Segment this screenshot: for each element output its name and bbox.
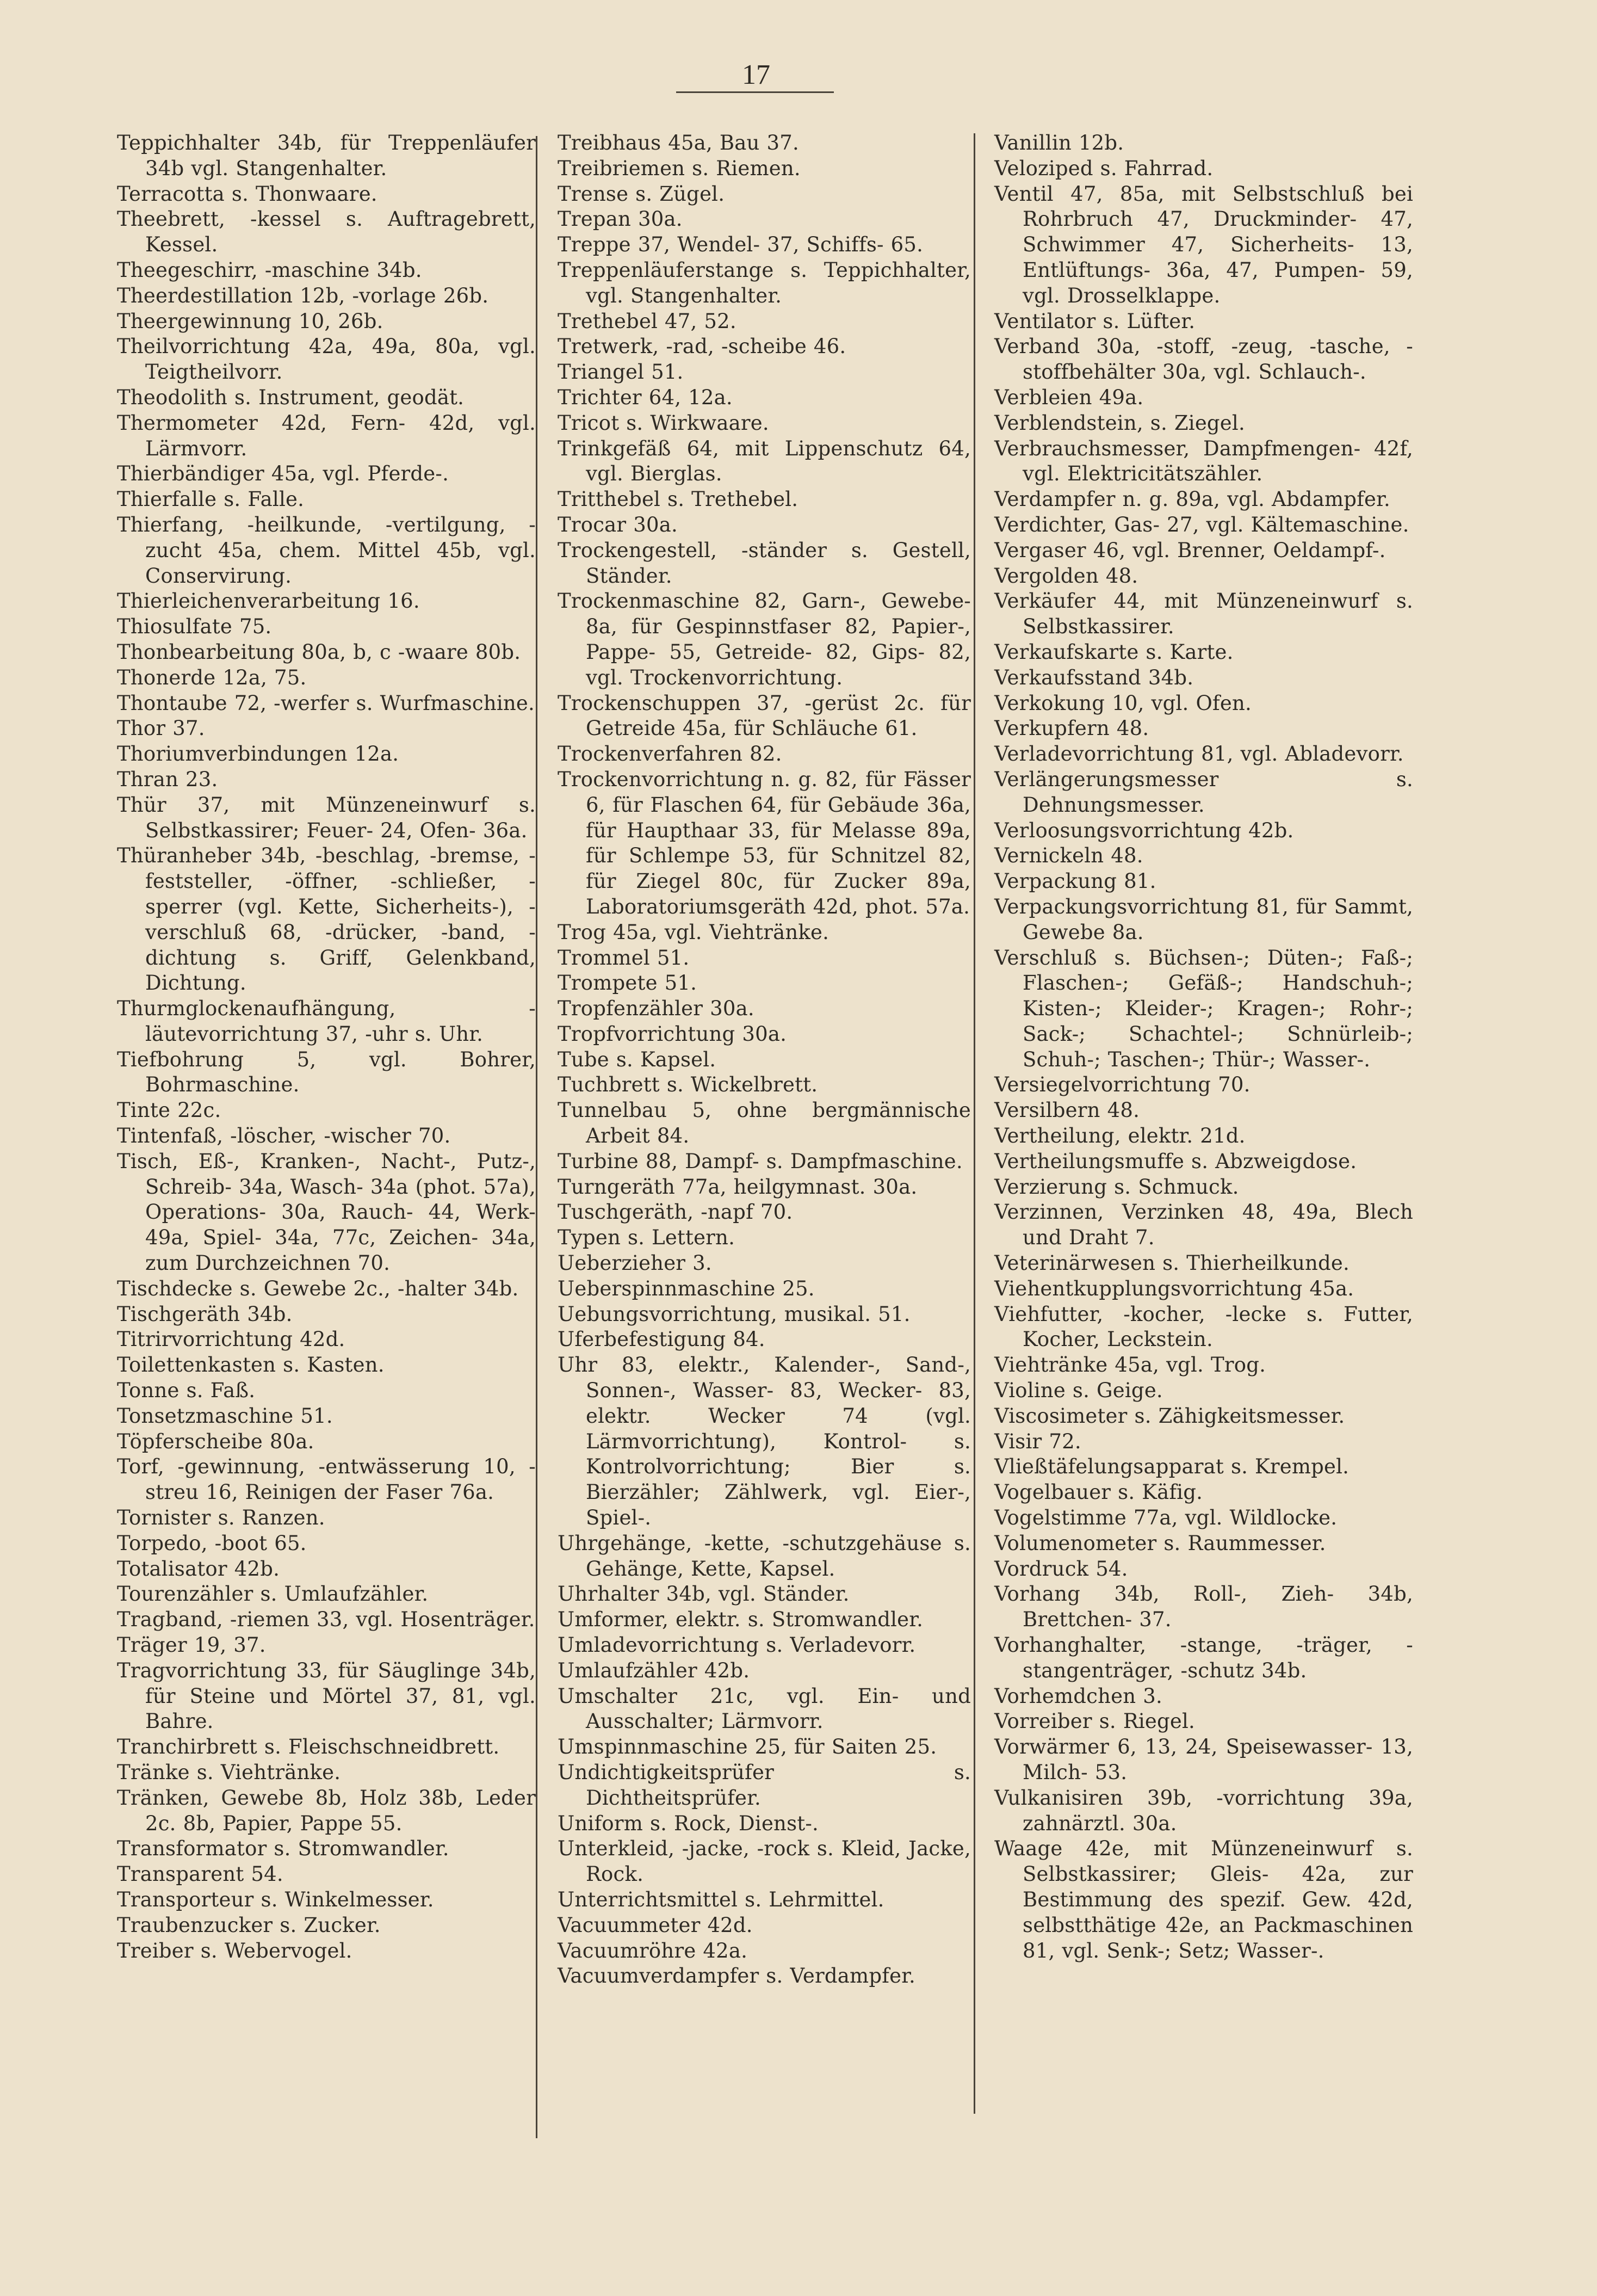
index-entry: Tinte 22c. bbox=[117, 1098, 221, 1122]
index-entry: Undichtigkeitsprüfer s. Dichtheitsprüfer. bbox=[558, 1761, 971, 1810]
index-entry: Ventil 47, 85a, mit Selbstschluß bei Rohrbruch 47, Druckminder- 47, Schwimmer 47, Sicherheits- 13, Entlüftungs- 36a, 47, Pumpen- 59, vgl. Drosselklappe. bbox=[994, 182, 1413, 307]
index-entry: Tonsetzmaschine 51. bbox=[117, 1404, 333, 1428]
index-entry: Vorreiber s. Riegel. bbox=[994, 1709, 1196, 1733]
index-entry: Viscosimeter s. Zähigkeitsmesser. bbox=[994, 1404, 1345, 1428]
index-entry: Töpferscheibe 80a. bbox=[117, 1429, 314, 1453]
index-entry: Vordruck 54. bbox=[994, 1557, 1128, 1581]
index-entry: Tintenfaß, -löscher, -wischer 70. bbox=[117, 1124, 451, 1148]
index-entry: Verkupfern 48. bbox=[994, 717, 1149, 740]
index-entry: Tritthebel s. Trethebel. bbox=[558, 487, 799, 511]
index-entry: Uhrhalter 34b, vgl. Ständer. bbox=[558, 1582, 850, 1606]
index-entry: Vergolden 48. bbox=[994, 564, 1138, 588]
index-entry: Umspinnmaschine 25, für Saiten 25. bbox=[558, 1735, 937, 1759]
index-entry: Verzinnen, Verzinken 48, 49a, Blech und Draht 7. bbox=[994, 1200, 1413, 1250]
header-rule bbox=[676, 91, 834, 93]
index-entry: Trense s. Zügel. bbox=[558, 182, 725, 206]
index-entry: Trockenmaschine 82, Garn-, Gewebe- 8a, für Gespinnstfaser 82, Papier-, Pappe- 55, Getreide- 82, Gips- 82, vgl. Trockenvorrichtung. bbox=[558, 589, 971, 689]
index-entry: Trockengestell, -ständer s. Gestell, Ständer. bbox=[558, 538, 971, 588]
index-entry: Treiber s. Webervogel. bbox=[117, 1939, 352, 1962]
index-entry: Uniform s. Rock, Dienst-. bbox=[558, 1811, 819, 1835]
index-entry: Trethebel 47, 52. bbox=[558, 309, 736, 333]
index-entry: Totalisator 42b. bbox=[117, 1557, 280, 1581]
index-entry: Thierleichenverarbeitung 16. bbox=[117, 589, 420, 613]
index-entry: Thermometer 42d, Fern- 42d, vgl. Lärmvorr. bbox=[117, 411, 536, 460]
index-entry: Tränke s. Viehtränke. bbox=[117, 1761, 341, 1784]
index-entry: Unterkleid, -jacke, -rock s. Kleid, Jacke, Rock. bbox=[558, 1837, 971, 1886]
index-entry: Umschalter 21c, vgl. Ein- und Ausschalter; Lärmvorr. bbox=[558, 1684, 971, 1733]
index-entry: Thor 37. bbox=[117, 717, 205, 740]
index-entry: Uferbefestigung 84. bbox=[558, 1328, 765, 1351]
index-entry: Typen s. Lettern. bbox=[558, 1226, 735, 1250]
index-entry: Vogelbauer s. Käfig. bbox=[994, 1480, 1203, 1504]
index-entry: Viehentkupplungsvorrichtung 45a. bbox=[994, 1276, 1354, 1300]
index-entry: Tropfvorrichtung 30a. bbox=[558, 1022, 787, 1046]
index-entry: Verladevorrichtung 81, vgl. Abladevorr. bbox=[994, 742, 1404, 766]
index-entry: Transparent 54. bbox=[117, 1862, 283, 1886]
index-entry: Vanillin 12b. bbox=[994, 131, 1124, 155]
index-entry: Thran 23. bbox=[117, 767, 218, 791]
index-entry: Trog 45a, vgl. Viehtränke. bbox=[558, 920, 830, 944]
index-entry: Torf, -gewinnung, -entwässerung 10, -streu 16, Reinigen der Faser 76a. bbox=[117, 1455, 536, 1504]
index-entry: Treppe 37, Wendel- 37, Schiffs- 65. bbox=[558, 233, 924, 257]
index-entry: Ueberzieher 3. bbox=[558, 1251, 712, 1275]
index-entry: Thiosulfate 75. bbox=[117, 615, 272, 639]
index-entry: Toilettenkasten s. Kasten. bbox=[117, 1353, 385, 1377]
index-entry: Unterrichtsmittel s. Lehrmittel. bbox=[558, 1887, 884, 1911]
index-entry: Verband 30a, -stoff, -zeug, -tasche, -stoffbehälter 30a, vgl. Schlauch-. bbox=[994, 335, 1413, 384]
index-entry: Thoriumverbindungen 12a. bbox=[117, 742, 399, 766]
index-entry: Theebrett, -kessel s. Auftragebrett, Kessel. bbox=[117, 207, 536, 257]
index-entry: Vulkanisiren 39b, -vorrichtung 39a, zahnärztl. 30a. bbox=[994, 1786, 1413, 1835]
index-entry: Thurmglockenaufhängung, -läutevorrichtung 37, -uhr s. Uhr. bbox=[117, 997, 536, 1046]
index-entry: Verzierung s. Schmuck. bbox=[994, 1175, 1239, 1199]
index-entry: Thierfalle s. Falle. bbox=[117, 487, 305, 511]
index-entry: Trepan 30a. bbox=[558, 207, 683, 231]
index-entry: Umlaufzähler 42b. bbox=[558, 1658, 750, 1682]
index-entry: Verdampfer n. g. 89a, vgl. Abdampfer. bbox=[994, 487, 1390, 511]
index-entry: Verkäufer 44, mit Münzeneinwurf s. Selbstkassirer. bbox=[994, 589, 1413, 639]
index-entry: Vorhang 34b, Roll-, Zieh- 34b, Brettchen- 37. bbox=[994, 1582, 1413, 1632]
index-entry: Vließtäfelungsapparat s. Krempel. bbox=[994, 1455, 1350, 1479]
index-entry: Versilbern 48. bbox=[994, 1098, 1140, 1122]
index-entry: Trockenvorrichtung n. g. 82, für Fässer 6, für Flaschen 64, für Gebäude 36a, für Haupthaar 33, für Melasse 89a, für Schlempe 53, für Schnitzel 82, für Ziegel 80c, für Zucker 89a, Laboratoriumsgeräth 42d, phot. 57a. bbox=[558, 767, 971, 918]
index-entry: Tuchbrett s. Wickelbrett. bbox=[558, 1073, 818, 1097]
index-entry: Teppichhalter 34b, für Treppenläufer 34b vgl. Stangenhalter. bbox=[117, 131, 536, 180]
index-entry: Treppenläuferstange s. Teppichhalter, vgl. Stangenhalter. bbox=[558, 258, 971, 307]
index-entry: Verkokung 10, vgl. Ofen. bbox=[994, 691, 1252, 715]
index-entry: Tischgeräth 34b. bbox=[117, 1302, 293, 1326]
index-entry: Transporteur s. Winkelmesser. bbox=[117, 1887, 434, 1911]
index-entry: Tunnelbau 5, ohne bergmännische Arbeit 84. bbox=[558, 1098, 971, 1148]
index-entry: Träger 19, 37. bbox=[117, 1633, 266, 1657]
index-entry: Tricot s. Wirkwaare. bbox=[558, 411, 769, 435]
index-entry: Verkaufsstand 34b. bbox=[994, 665, 1194, 689]
index-entry: Vorhanghalter, -stange, -träger, -stangenträger, -schutz 34b. bbox=[994, 1633, 1413, 1682]
index-entry: Triangel 51. bbox=[558, 360, 684, 384]
index-entry: Vacuumverdampfer s. Verdampfer. bbox=[558, 1964, 915, 1988]
index-entry: Vogelstimme 77a, vgl. Wildlocke. bbox=[994, 1506, 1338, 1530]
index-entry: Terracotta s. Thonwaare. bbox=[117, 182, 377, 206]
index-entry: Trichter 64, 12a. bbox=[558, 385, 733, 409]
index-entry: Tiefbohrung 5, vgl. Bohrer, Bohrmaschine. bbox=[117, 1047, 536, 1097]
index-entry: Viehtränke 45a, vgl. Trog. bbox=[994, 1353, 1266, 1377]
index-entry: Verkaufskarte s. Karte. bbox=[994, 640, 1234, 664]
index-entry: Theilvorrichtung 42a, 49a, 80a, vgl. Teigtheilvorr. bbox=[117, 335, 536, 384]
index-entry: Verdichter, Gas- 27, vgl. Kältemaschine. bbox=[994, 513, 1409, 536]
index-entry: Waage 42e, mit Münzeneinwurf s. Selbstkassirer; Gleis- 42a, zur Bestimmung des spezif. Gew. 42d, selbstthätige 42e, an Packmaschinen 81, vgl. Senk-; Setz; Wasser-. bbox=[994, 1837, 1413, 1962]
index-entry: Vertheilung, elektr. 21d. bbox=[994, 1124, 1246, 1148]
index-entry: Thüranheber 34b, -beschlag, -bremse, -feststeller, -öffner, -schließer, -sperrer (vgl. Kette, Sicherheits-), -verschluß 68, -drücker, -band, -dichtung s. Griff, Gelenkband, Dichtung. bbox=[117, 844, 536, 995]
index-entry: Tisch, Eß-, Kranken-, Nacht-, Putz-, Schreib- 34a, Wasch- 34a (phot. 57a), Operations- 30a, Rauch- 44, Werk- 49a, Spiel- 34a, 77c, Zeichen- 34a, zum Durchzeichnen 70. bbox=[117, 1149, 536, 1275]
index-entry: Uhr 83, elektr., Kalender-, Sand-, Sonnen-, Wasser- 83, Wecker- 83, elektr. Wecker 74 (vgl. Lärmvorrichtung), Kontrol- s. Kontrolvorrichtung; Bier s. Bierzähler; Zählwerk, vgl. Eier-, Spiel-. bbox=[558, 1353, 971, 1530]
index-entry: Verbrauchsmesser, Dampfmengen- 42f, vgl. Elektricitätszähler. bbox=[994, 436, 1413, 486]
index-entry: Tornister s. Ranzen. bbox=[117, 1506, 325, 1530]
index-entry: Volumenometer s. Raummesser. bbox=[994, 1531, 1326, 1555]
index-entry: Transformator s. Stromwandler. bbox=[117, 1837, 449, 1861]
index-entry: Verpackung 81. bbox=[994, 869, 1156, 893]
index-entry: Vertheilungsmuffe s. Abzweigdose. bbox=[994, 1149, 1357, 1173]
column-divider-left bbox=[536, 136, 537, 2138]
index-entry: Veloziped s. Fahrrad. bbox=[994, 156, 1214, 180]
index-entry: Thierfang, -heilkunde, -vertilgung, -zucht 45a, chem. Mittel 45b, vgl. Conservirung. bbox=[117, 513, 536, 588]
index-entry: Tragvorrichtung 33, für Säuglinge 34b, für Steine und Mörtel 37, 81, vgl. Bahre. bbox=[117, 1658, 536, 1733]
index-entry: Tube s. Kapsel. bbox=[558, 1047, 716, 1071]
index-entry: Titrirvorrichtung 42d. bbox=[117, 1328, 345, 1351]
index-entry: Violine s. Geige. bbox=[994, 1379, 1163, 1403]
index-column-2 bbox=[558, 131, 971, 1989]
index-entry: Verlängerungsmesser s. Dehnungsmesser. bbox=[994, 767, 1413, 817]
page-number: 17 bbox=[742, 59, 770, 90]
index-entry: Umladevorrichtung s. Verladevorr. bbox=[558, 1633, 916, 1657]
index-entry: Verblendstein, s. Ziegel. bbox=[994, 411, 1245, 435]
index-column-3 bbox=[994, 131, 1413, 1964]
index-entry: Theerdestillation 12b, -vorlage 26b. bbox=[117, 283, 489, 307]
index-entry: Vorhemdchen 3. bbox=[994, 1684, 1162, 1708]
index-entry: Tränken, Gewebe 8b, Holz 38b, Leder 2c. 8b, Papier, Pappe 55. bbox=[117, 1786, 536, 1835]
index-entry: Trockenschuppen 37, -gerüst 2c. für Getreide 45a, für Schläuche 61. bbox=[558, 691, 971, 740]
index-entry: Trockenverfahren 82. bbox=[558, 742, 782, 766]
index-entry: Trinkgefäß 64, mit Lippenschutz 64, vgl. Bierglas. bbox=[558, 436, 971, 486]
index-entry: Tretwerk, -rad, -scheibe 46. bbox=[558, 335, 846, 359]
index-entry: Thontaube 72, -werfer s. Wurfmaschine. bbox=[117, 691, 535, 715]
index-entry: Theegeschirr, -maschine 34b. bbox=[117, 258, 422, 282]
index-entry: Torpedo, -boot 65. bbox=[117, 1531, 307, 1555]
index-entry: Verloosungsvorrichtung 42b. bbox=[994, 818, 1294, 842]
index-entry: Tuschgeräth, -napf 70. bbox=[558, 1200, 793, 1224]
index-entry: Trommel 51. bbox=[558, 946, 690, 970]
index-entry: Uebungsvorrichtung, musikal. 51. bbox=[558, 1302, 911, 1326]
index-entry: Viehfutter, -kocher, -lecke s. Futter, Kocher, Leckstein. bbox=[994, 1302, 1413, 1351]
index-entry: Veterinärwesen s. Thierheilkunde. bbox=[994, 1251, 1350, 1275]
index-entry: Vorwärmer 6, 13, 24, Speisewasser- 13, Milch- 53. bbox=[994, 1735, 1413, 1784]
index-entry: Thür 37, mit Münzeneinwurf s. Selbstkassirer; Feuer- 24, Ofen- 36a. bbox=[117, 793, 536, 842]
index-entry: Trompete 51. bbox=[558, 971, 697, 995]
index-entry: Theodolith s. Instrument, geodät. bbox=[117, 385, 465, 409]
index-entry: Thonerde 12a, 75. bbox=[117, 665, 307, 689]
index-entry: Traubenzucker s. Zucker. bbox=[117, 1913, 381, 1937]
index-entry: Versiegelvorrichtung 70. bbox=[994, 1073, 1251, 1097]
index-entry: Treibhaus 45a, Bau 37. bbox=[558, 131, 799, 155]
index-entry: Turngeräth 77a, heilgymnast. 30a. bbox=[558, 1175, 918, 1199]
index-entry: Ueberspinnmaschine 25. bbox=[558, 1276, 815, 1300]
index-entry: Turbine 88, Dampf- s. Dampfmaschine. bbox=[558, 1149, 963, 1173]
index-entry: Verbleien 49a. bbox=[994, 385, 1144, 409]
index-entry: Tourenzähler s. Umlaufzähler. bbox=[117, 1582, 429, 1606]
index-entry: Tischdecke s. Gewebe 2c., -halter 34b. bbox=[117, 1276, 519, 1300]
index-entry: Ventilator s. Lüfter. bbox=[994, 309, 1196, 333]
index-entry: Visir 72. bbox=[994, 1429, 1081, 1453]
index-entry: Vacuumröhre 42a. bbox=[558, 1939, 748, 1962]
index-entry: Treibriemen s. Riemen. bbox=[558, 156, 801, 180]
index-entry: Umformer, elektr. s. Stromwandler. bbox=[558, 1608, 924, 1632]
index-entry: Vergaser 46, vgl. Brenner, Oeldampf-. bbox=[994, 538, 1386, 562]
index-entry: Vernickeln 48. bbox=[994, 844, 1143, 868]
index-entry: Vacuummeter 42d. bbox=[558, 1913, 753, 1937]
column-divider-right bbox=[974, 133, 975, 2114]
index-entry: Tonne s. Faß. bbox=[117, 1379, 256, 1403]
index-column-1 bbox=[117, 131, 536, 1964]
index-entry: Trocar 30a. bbox=[558, 513, 678, 536]
index-entry: Thierbändiger 45a, vgl. Pferde-. bbox=[117, 462, 449, 486]
index-entry: Theergewinnung 10, 26b. bbox=[117, 309, 383, 333]
index-entry: Uhrgehänge, -kette, -schutzgehäuse s. Gehänge, Kette, Kapsel. bbox=[558, 1531, 971, 1581]
index-entry: Thonbearbeitung 80a, b, c -waare 80b. bbox=[117, 640, 521, 664]
index-entry: Verpackungsvorrichtung 81, für Sammt, Gewebe 8a. bbox=[994, 894, 1413, 944]
index-entry: Tropfenzähler 30a. bbox=[558, 997, 754, 1021]
index-entry: Tranchirbrett s. Fleischschneidbrett. bbox=[117, 1735, 500, 1759]
index-entry: Tragband, -riemen 33, vgl. Hosenträger. bbox=[117, 1608, 535, 1632]
index-entry: Verschluß s. Büchsen-; Düten-; Faß-; Flaschen-; Gefäß-; Handschuh-; Kisten-; Kleider-; Kragen-; Rohr-; Sack-; Schachtel-; Schnürleib-; Schuh-; Taschen-; Thür-; Wasser-. bbox=[994, 946, 1413, 1071]
